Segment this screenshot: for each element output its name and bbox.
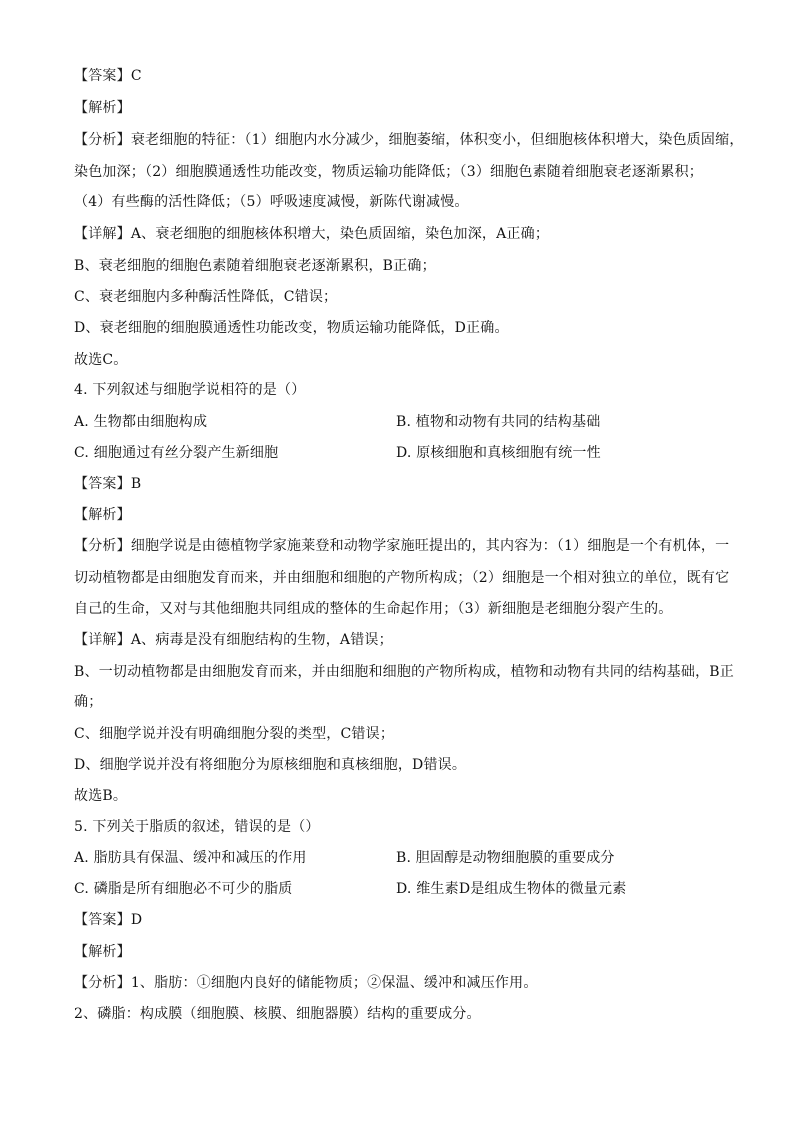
q3-fenxi-line-2: 染色加深；（2）细胞膜通透性功能改变，物质运输功能降低；（3）细胞色素随着细胞衰老逐渐累积； [74, 164, 704, 180]
q5-option-c: C. 磷脂是所有细胞必不可少的脂质 [74, 881, 293, 897]
q3-xiangjie-line-1: 【详解】A、衰老细胞的细胞核体积增大，染色质固缩，染色加深，A正确； [74, 226, 550, 242]
q3-conclusion: 故选C。 [74, 352, 128, 368]
q4-fenxi-line-3: 自己的生命，又对与其他细胞共同组成的整体的生命起作用；（3）新细胞是老细胞分裂产生的。 [74, 601, 673, 617]
q4-xiangjie-line-1: 【详解】A、病毒是没有细胞结构的生物，A错误； [74, 632, 393, 648]
q4-xiangjie-line-4: C、细胞学说并没有明确细胞分裂的类型，C错误； [74, 726, 395, 742]
q4-option-b: B. 植物和动物有共同的结构基础 [396, 414, 601, 430]
q4-fenxi-line-1: 【分析】细胞学说是由德植物学家施莱登和动物学家施旺提出的，其内容为：（1）细胞是一个有机体，一 [74, 538, 730, 554]
q5-fenxi-line-2: 2、磷脂：构成膜（细胞膜、核膜、细胞器膜）结构的重要成分。 [74, 1006, 481, 1022]
q5-stem: 5. 下列关于脂质的叙述，错误的是（） [74, 819, 320, 835]
q5-option-a: A. 脂肪具有保温、缓冲和减压的作用 [74, 850, 307, 866]
q3-fenxi-line-3: （4）有些酶的活性降低；（5）呼吸速度减慢，新陈代谢减慢。 [74, 194, 469, 210]
q4-xiangjie-line-3: 确； [74, 694, 103, 710]
q5-fenxi-line-1: 【分析】1、脂肪：①细胞内良好的储能物质；②保温、缓冲和减压作用。 [74, 975, 538, 991]
q5-analysis-heading: 【解析】 [74, 944, 131, 960]
q4-conclusion: 故选B。 [74, 788, 128, 804]
q4-xiangjie-line-2: B、一切动植物都是由细胞发育而来，并由细胞和细胞的产物所构成，植物和动物有共同的结构基础，B正 [74, 664, 734, 680]
q3-xiangjie-line-3: C、衰老细胞内多种酶活性降低，C错误； [74, 289, 338, 305]
q3-answer [74, 66, 724, 86]
answer-tag: 【答案】 [74, 68, 131, 84]
q4-fenxi-line-2: 切动植物都是由细胞发育而来，并由细胞和细胞的产物所构成；（2）细胞是一个相对独立的单位，既有它 [74, 570, 730, 586]
q5-option-d: D. 维生素D是组成生物体的微量元素 [396, 881, 627, 897]
q4-option-c: C. 细胞通过有丝分裂产生新细胞 [74, 445, 279, 461]
q3-fenxi-line-1: 【分析】衰老细胞的特征：（1）细胞内水分减少，细胞萎缩，体积变小，但细胞核体积增大，染色质固缩， [74, 132, 744, 148]
q4-stem: 4. 下列叙述与细胞学说相符的是（） [74, 382, 306, 398]
q3-xiangjie-line-4: D、衰老细胞的细胞膜通透性功能改变，物质运输功能降低，D正确。 [74, 320, 509, 336]
q5-answer: 【答案】D [74, 912, 143, 928]
q4-analysis-heading: 【解析】 [74, 507, 131, 523]
q5-option-b: B. 胆固醇是动物细胞膜的重要成分 [396, 850, 615, 866]
q3-analysis-heading: 【解析】 [74, 100, 131, 116]
q4-option-a: A. 生物都由细胞构成 [74, 414, 208, 430]
answer-value: C [130, 68, 142, 84]
q4-xiangjie-line-5: D、细胞学说并没有将细胞分为原核细胞和真核细胞，D错误。 [74, 757, 467, 773]
q4-option-d: D. 原核细胞和真核细胞有统一性 [396, 445, 601, 461]
q4-answer: 【答案】B [74, 476, 142, 492]
q3-xiangjie-line-2: B、衰老细胞的细胞色素随着细胞衰老逐渐累积，B正确； [74, 258, 436, 274]
